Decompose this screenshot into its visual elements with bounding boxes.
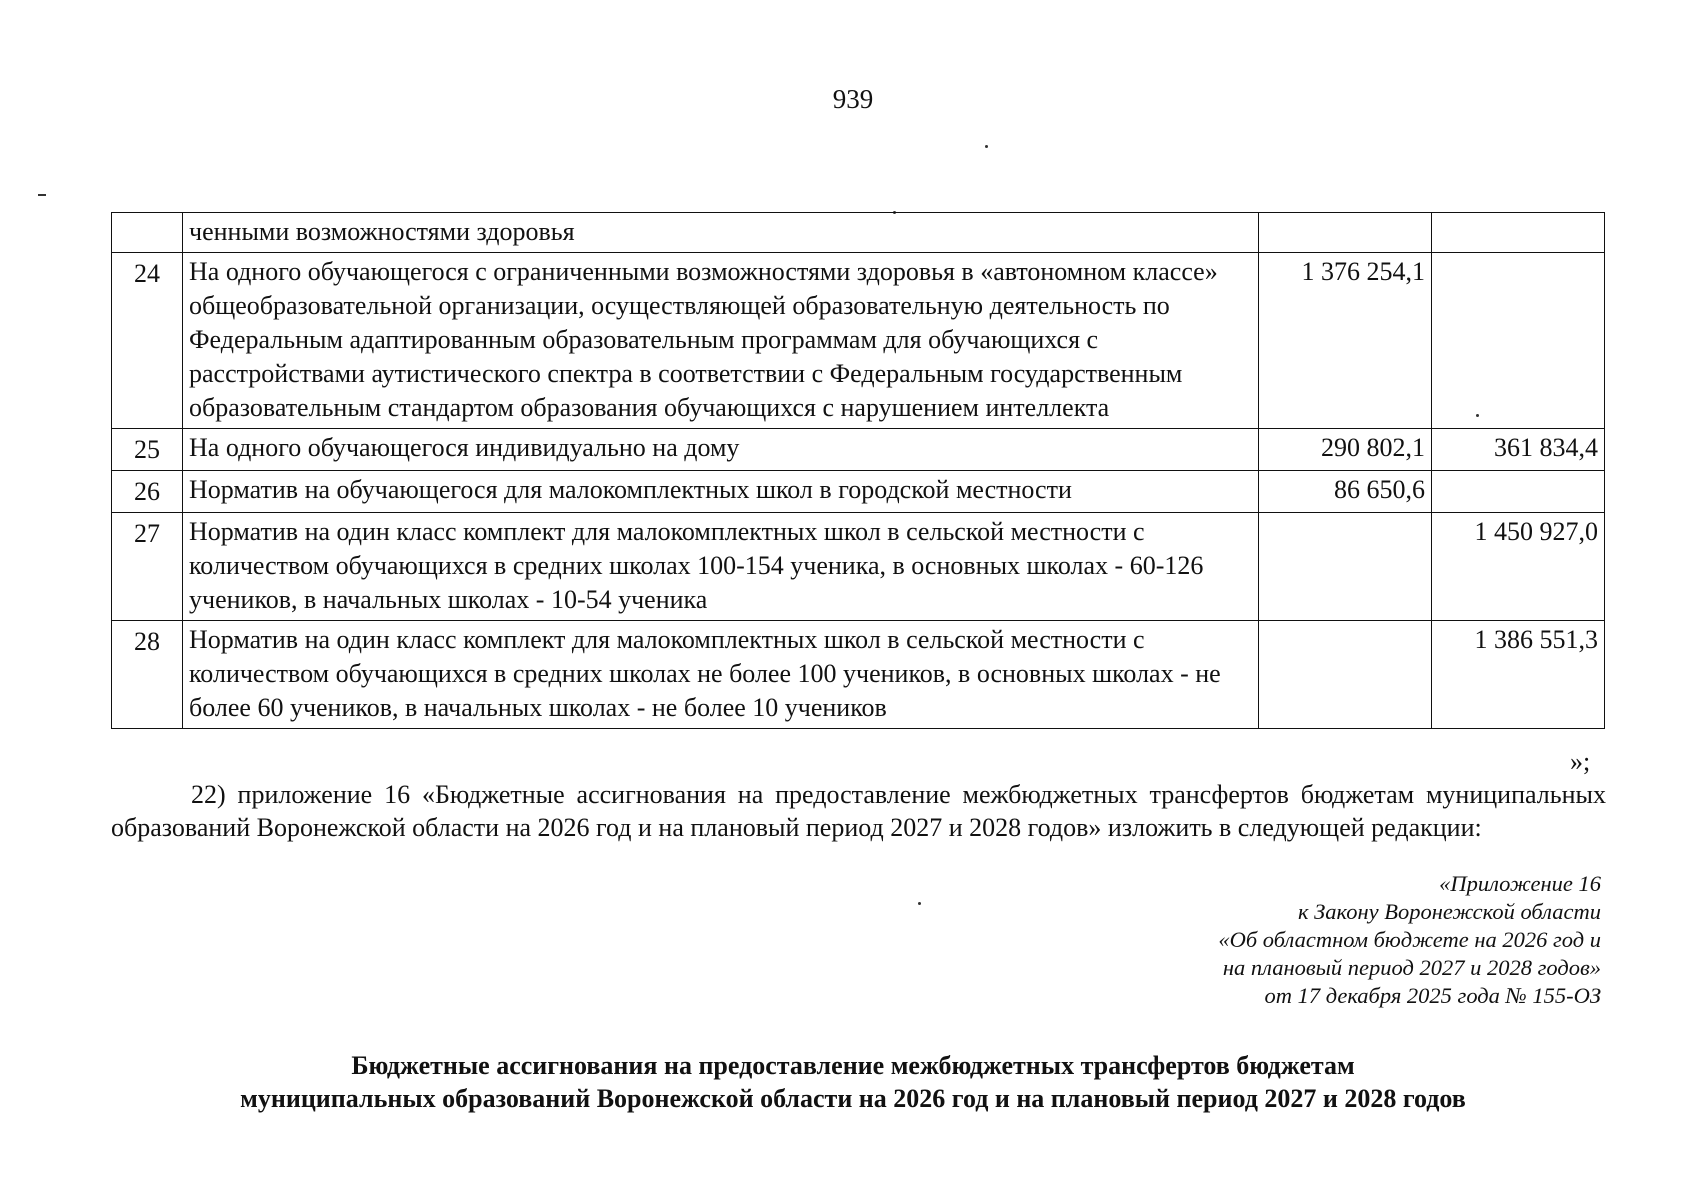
row-value-2 [1432,471,1605,513]
row-description: Норматив на один класс комплект для малокомплектных школ в сельской местности с количеством обучающихся в средних школах не более 100 учеников, в основных школах - не более 60 учеников, в начальных школах - не более 10 учеников [183,621,1259,729]
row-value-2 [1432,213,1605,253]
table-row [112,621,1605,729]
section-heading [0,1049,1706,1115]
appendix-line: «Об областном бюджете на 2026 год и [1218,927,1601,952]
appendix-line: к Закону Воронежской области [1298,899,1601,924]
amendment-paragraph: 22) приложение 16 «Бюджетные ассигнования на предоставление межбюджетных трансфертов бюджетам муниципальных образований Воронежской области на 2026 год и на плановый период 2027 и 2028 годов» изложить в следующей редакции: [111,780,1606,842]
row-value-2: 361 834,4 [1432,429,1605,471]
heading-line: муниципальных образований Воронежской области на 2026 год и на плановый период 2027 и 2028 годов [240,1084,1466,1113]
row-value-1 [1259,621,1432,729]
table-closing-mark: »; [1570,747,1591,776]
row-number: 25 [112,429,183,471]
page-number: 939 [832,84,874,114]
appendix-reference [1218,870,1601,1010]
row-value-2 [1432,253,1605,429]
row-value-1: 1 376 254,1 [1259,253,1432,429]
row-number: 27 [112,513,183,621]
table-row [112,213,1605,253]
row-value-1 [1259,213,1432,253]
table-row [112,513,1605,621]
scan-speck [985,145,988,148]
table-row [112,429,1605,471]
row-description: Норматив на один класс комплект для малокомплектных школ в сельской местности с количеством обучающихся в средних школах 100-154 ученика, в основных школах - 60-126 учеников, в начальных школах - 10-54 ученика [183,513,1259,621]
scan-speck [38,194,46,196]
row-number [112,213,183,253]
row-value-2: 1 450 927,0 [1432,513,1605,621]
row-number: 24 [112,253,183,429]
row-description: На одного обучающегося с ограниченными возможностями здоровья в «автономном классе» общеобразовательной организации, осуществляющей образовательную деятельность по Федеральным адаптированным образовательным программам для обучающихся с расстройствами аутистического спектра в соответствии с Федеральным государственным образовательным стандартом образования обучающихся с нарушением интеллекта [183,253,1259,429]
row-value-1 [1259,513,1432,621]
row-description: ченными возможностями здоровья [183,213,1259,253]
table-row [112,471,1605,513]
row-value-2: 1 386 551,3 [1432,621,1605,729]
scan-speck [918,902,921,905]
table-row [112,253,1605,429]
appendix-line: на плановый период 2027 и 2028 годов» [1222,955,1601,980]
row-number: 26 [112,471,183,513]
row-description: На одного обучающегося индивидуально на дому [183,429,1259,471]
appendix-line: от 17 декабря 2025 года № 155-ОЗ [1264,983,1601,1008]
norms-table [111,212,1605,729]
appendix-line: «Приложение 16 [1439,871,1601,896]
row-number: 28 [112,621,183,729]
row-value-1: 86 650,6 [1259,471,1432,513]
heading-line: Бюджетные ассигнования на предоставление межбюджетных трансфертов бюджетам [351,1051,1355,1080]
row-description: Норматив на обучающегося для малокомплектных школ в городской местности [183,471,1259,513]
row-value-1: 290 802,1 [1259,429,1432,471]
